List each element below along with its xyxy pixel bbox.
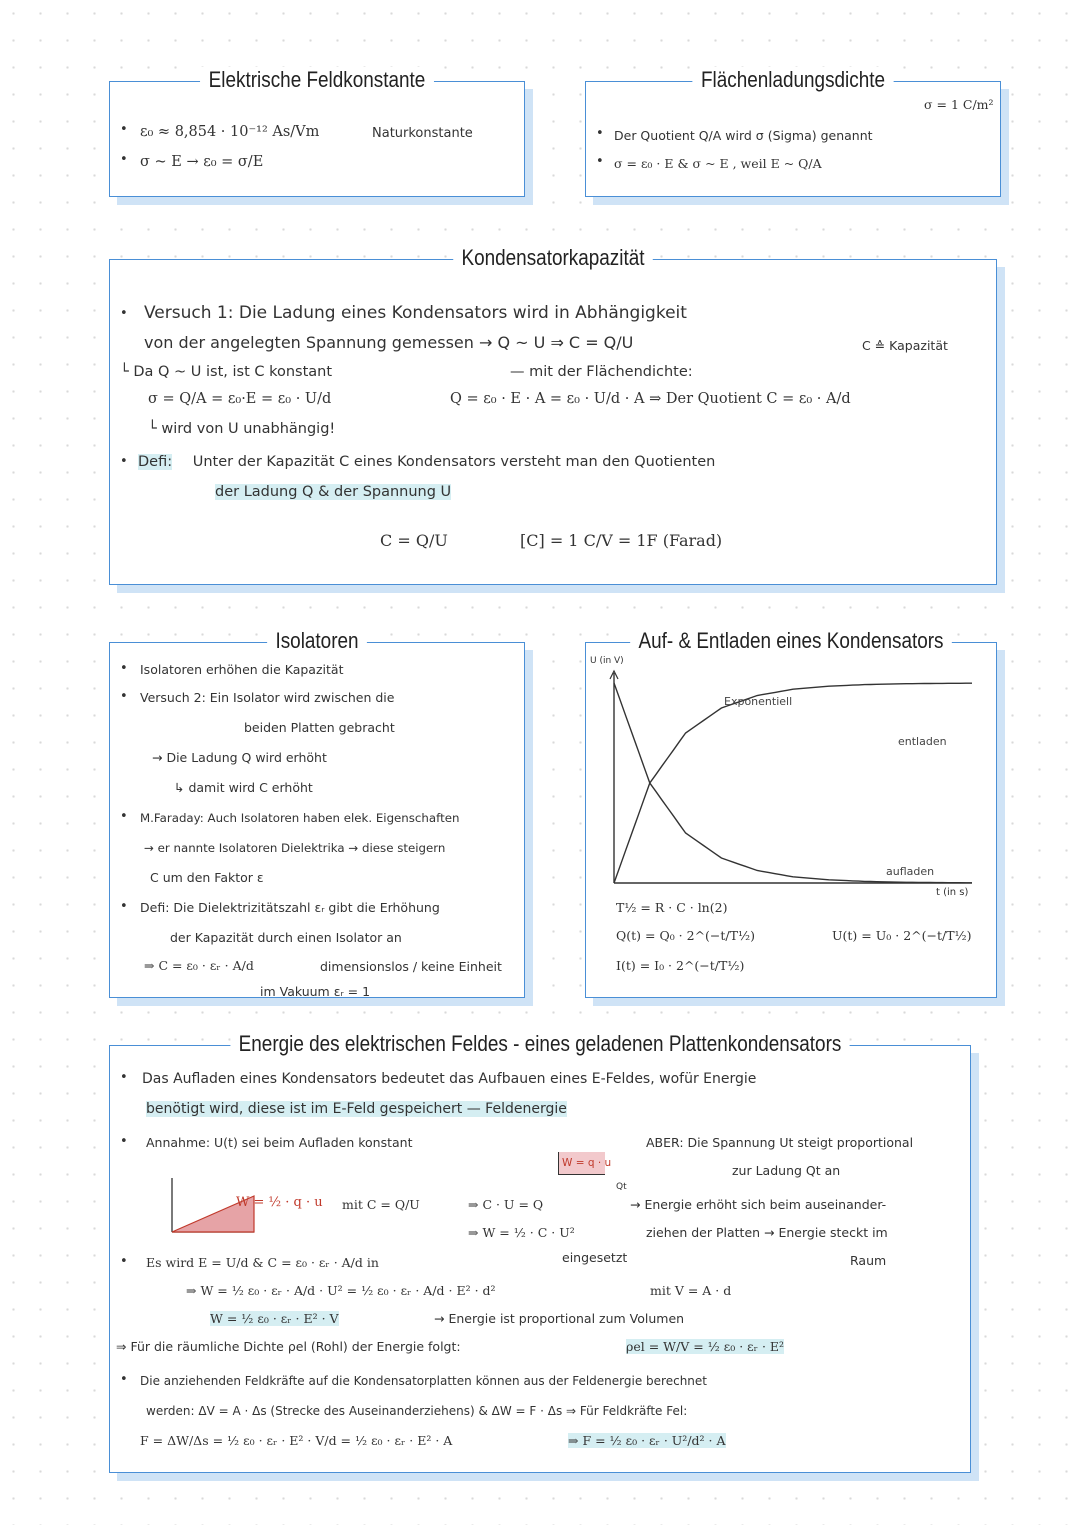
defi-label: Defi:: [138, 454, 173, 470]
energie-dichte-formula: ρel = W/V = ½ ε₀ · εᵣ · E²: [626, 1339, 785, 1354]
energie-line2: benötigt wird, diese ist im E-Feld gespeichert — Feldenergie: [146, 1101, 567, 1117]
energie-annahme: Annahme: U(t) sei beim Aufladen konstant: [146, 1135, 413, 1150]
label-aufladen: aufladen: [886, 865, 935, 878]
feldkonstante-title: Elektrische Feldkonstante: [139, 67, 495, 93]
energie-aber1: ABER: Die Spannung Ut steigt proportional: [646, 1135, 914, 1150]
feldkonstante-line1: ε₀ ≈ 8,854 · 10⁻¹² As/Vm: [140, 124, 320, 140]
kapazitaet-title: Kondensatorkapazität: [172, 245, 934, 271]
energie-mit: mit C = Q/U: [342, 1197, 420, 1212]
isolatoren-line3: → Die Ladung Q wird erhöht: [152, 750, 327, 765]
isolatoren-line11: im Vakuum εᵣ = 1: [260, 984, 371, 999]
formula-strom: I(t) = I₀ · 2^(−t/T½): [616, 958, 745, 973]
bullet: •: [120, 899, 128, 914]
energie-eq1: ⇒ C · U = Q: [468, 1197, 544, 1212]
bullet: •: [120, 1254, 128, 1269]
kapazitaet-line3b: — mit der Flächendichte:: [510, 364, 693, 380]
isolatoren-line5: M.Faraday: Auch Isolatoren haben elek. Eigenschaften: [140, 811, 460, 825]
bullet: •: [120, 306, 128, 321]
kapazitaet-formula: C = Q/U: [380, 531, 448, 550]
bullet: •: [120, 661, 128, 676]
energie-dichte-row: [626, 1338, 784, 1356]
series-line-aufladen: [614, 683, 972, 883]
isolatoren-box: [109, 628, 525, 999]
energie-expl3: Raum: [850, 1253, 887, 1268]
flaechenladung-title: Flächenladungsdichte: [615, 67, 971, 93]
formula-ladung: Q(t) = Q₀ · 2^(−t/T½): [616, 928, 755, 943]
energie-w2-row: [210, 1310, 339, 1328]
kapazitaet-line3: └ Da Q ~ U ist, ist C konstant: [120, 364, 333, 380]
feldkonstante-line2: σ ~ E → ε₀ = σ/E: [140, 154, 264, 170]
energie-kraft3b-row: [568, 1432, 726, 1450]
label-exponentiell: Exponentiell: [724, 695, 793, 708]
kapazitaet-line1: Versuch 1: Die Ladung eines Kondensators wird in Abhängigkeit: [144, 303, 687, 323]
feldkonstante-box: [109, 67, 525, 197]
flaechenladung-line2: σ = ε₀ · E & σ ~ E , weil E ~ Q/A: [614, 156, 822, 171]
isolatoren-line10b: dimensionslos / keine Einheit: [320, 959, 502, 974]
aufladen-title: Auf- & Entladen eines Kondensators: [615, 628, 968, 654]
energie-title: Energie des elektrischen Feldes - eines geladenen Plattenkondensators: [170, 1031, 910, 1057]
kapazitaet-box: [109, 245, 997, 585]
energie-kraft3b: ⇒ F = ½ ε₀ · εᵣ · U²/d² · A: [568, 1433, 726, 1448]
energie-eingesetzt: eingesetzt: [562, 1250, 628, 1265]
bullet: •: [120, 689, 128, 704]
energie-dichte: ⇒ Für die räumliche Dichte ρel (Rohl) der Energie folgt:: [116, 1339, 461, 1354]
energie-kraft3: F = ΔW/Δs = ½ ε₀ · εᵣ · E² · V/d = ½ ε₀ · εᵣ · E² · A: [140, 1433, 453, 1448]
defi-text2: der Ladung Q & der Spannung U: [215, 484, 452, 500]
energie-w2: W = ½ ε₀ · εᵣ · E² · V: [210, 1311, 339, 1326]
isolatoren-line8: Defi: Die Dielektrizitätszahl εᵣ gibt die Erhöhung: [140, 900, 440, 915]
isolatoren-line9: der Kapazität durch einen Isolator an: [170, 930, 402, 945]
small-box-label: W = q · u: [562, 1157, 612, 1169]
energie-w-half: W = ½ · q · u: [236, 1195, 323, 1210]
energie-mitV: mit V = A · d: [650, 1283, 732, 1298]
bullet: •: [120, 1134, 128, 1149]
bullet: •: [120, 809, 128, 824]
isolatoren-line2a: Versuch 2: Ein Isolator wird zwischen die: [140, 690, 395, 705]
energie-w1: ⇒ W = ½ ε₀ · εᵣ · A/d · U² = ½ ε₀ · εᵣ · A/d · E² · d²: [186, 1283, 496, 1298]
small-axis-label: Qt: [616, 1182, 627, 1192]
energie-kraft1: Die anziehenden Feldkräfte auf die Kondensatorplatten können aus der Feldenergie berechnet: [140, 1374, 707, 1388]
bullet: •: [120, 454, 128, 469]
formula-spannung: U(t) = U₀ · 2^(−t/T½): [832, 928, 972, 943]
kapazitaet-symbol: C ≙ Kapazität: [862, 338, 948, 353]
kapazitaet-unit: [C] = 1 C/V = 1F (Farad): [520, 531, 723, 550]
isolatoren-line6: → er nannte Isolatoren Dielektrika → diese steigern: [144, 841, 446, 855]
bullet: •: [120, 1070, 128, 1085]
aufladen-chart: [586, 643, 998, 999]
kapazitaet-line4b: Q = ε₀ · E · A = ε₀ · U/d · A ⇒ Der Quotient C = ε₀ · A/d: [450, 391, 851, 407]
defi-row2: [215, 483, 451, 501]
energie-w2b: → Energie ist proportional zum Volumen: [434, 1311, 685, 1326]
energie-kraft2: werden: ΔV = A · Δs (Strecke des Auseinanderziehens) & ΔW = F · Δs ⇒ Für Feldkräfte Fel:: [146, 1404, 688, 1418]
label-entladen: entladen: [898, 735, 947, 748]
isolatoren-line4: ↳ damit wird C erhöht: [174, 780, 313, 795]
bullet: •: [120, 1372, 128, 1387]
series-line-entladen: [614, 683, 972, 883]
bullet: •: [596, 154, 604, 169]
defi-text1: Unter der Kapazität C eines Kondensators versteht man den Quotienten: [192, 454, 716, 470]
isolatoren-title: Isolatoren: [139, 628, 495, 654]
bullet: •: [596, 126, 604, 141]
energie-expl1: → Energie erhöht sich beim auseinander-: [630, 1197, 887, 1212]
kapazitaet-line4a: σ = Q/A = ε₀·E = ε₀ · U/d: [148, 391, 332, 407]
energie-box: [109, 1031, 971, 1473]
aufladen-box: [585, 628, 997, 998]
kapazitaet-line5: └ wird von U unabhängig!: [148, 421, 336, 437]
x-axis-label: t (in s): [936, 887, 969, 898]
defi-row: [138, 453, 715, 471]
sigma-unit: σ = 1 C/m²: [924, 97, 994, 112]
flaechenladung-line1: Der Quotient Q/A wird σ (Sigma) genannt: [614, 128, 873, 143]
flaechenladung-box: [585, 67, 1001, 197]
bullet: •: [120, 122, 128, 137]
energie-es-wird: Es wird E = U/d & C = ε₀ · εᵣ · A/d in: [146, 1255, 379, 1270]
energie-eq2: ⇒ W = ½ · C · U²: [468, 1225, 575, 1240]
energie-aber2: zur Ladung Qt an: [732, 1163, 841, 1178]
y-axis-label: U (in V): [590, 656, 624, 666]
naturkonstante-note: Naturkonstante: [372, 126, 473, 141]
energie-line2-row: [146, 1100, 567, 1118]
isolatoren-line7: C um den Faktor ε: [150, 870, 264, 885]
isolatoren-line2b: beiden Platten gebracht: [244, 720, 395, 735]
kapazitaet-line2: von der angelegten Spannung gemessen → Q ~ U ⇒ C = Q/U: [144, 333, 634, 352]
energie-expl2: ziehen der Platten → Energie steckt im: [646, 1225, 888, 1240]
isolatoren-line10a: ⇒ C = ε₀ · εᵣ · A/d: [144, 958, 254, 973]
isolatoren-line1: Isolatoren erhöhen die Kapazität: [140, 662, 344, 677]
bullet: •: [120, 152, 128, 167]
energie-line1: Das Aufladen eines Kondensators bedeutet das Aufbauen eines E-Feldes, wofür Energie: [142, 1071, 757, 1087]
formula-halbwertszeit: T½ = R · C · ln(2): [616, 900, 728, 915]
